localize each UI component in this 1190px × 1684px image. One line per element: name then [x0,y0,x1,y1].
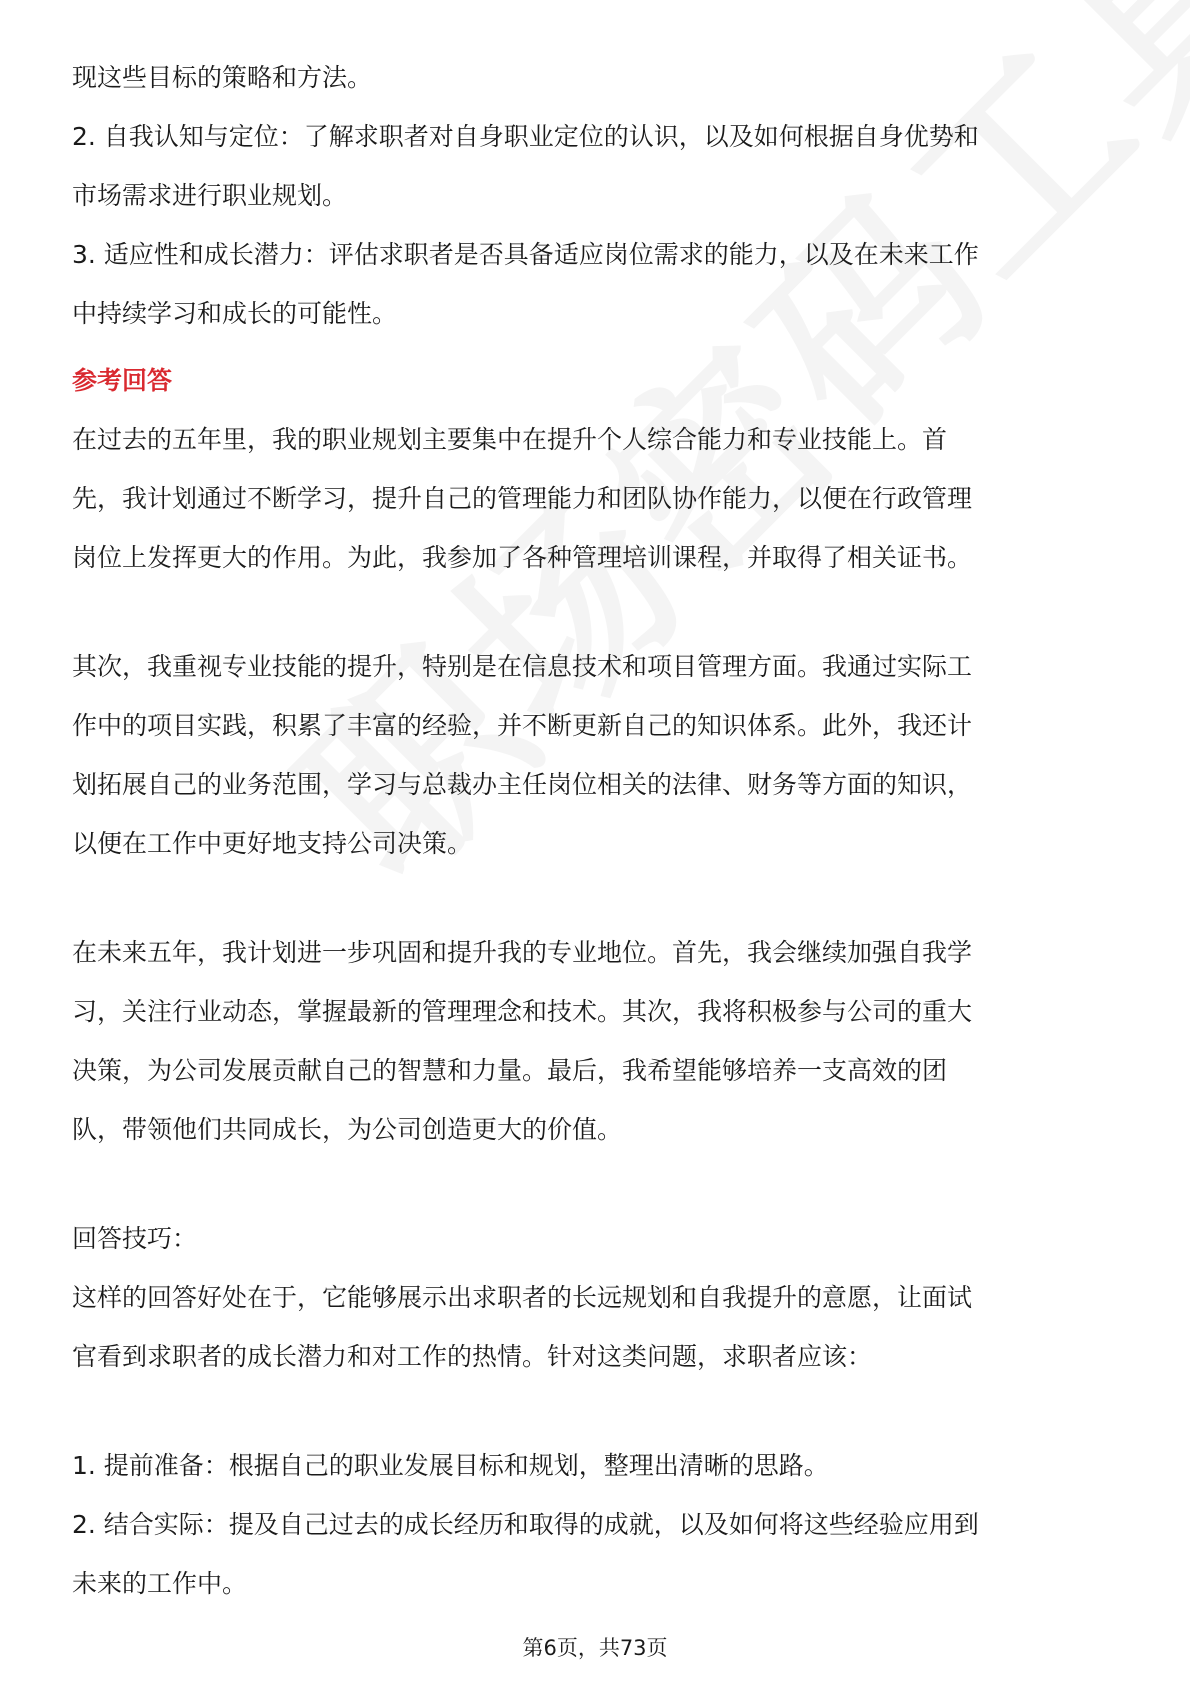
criteria-line: 3. 适应性和成长潜力：评估求职者是否具备适应岗位需求的能力，以及在未来工作 [72,240,979,269]
criteria-item [72,225,1122,343]
paragraph-line: 在未来五年，我计划进一步巩固和提升我的专业地位。首先，我会继续加强自我学 [72,938,973,967]
paragraph-gap [72,1386,1122,1436]
tips-heading: 回答技巧： [72,1224,198,1253]
paragraph-line: 先，我计划通过不断学习，提升自己的管理能力和团队协作能力，以便在行政管理 [72,484,973,513]
paragraph-line: 划拓展自己的业务范围，学习与总裁办主任岗位相关的法律、财务等方面的知识， [72,770,973,799]
paragraph-line: 官看到求职者的成长潜力和对工作的热情。针对这类问题，求职者应该： [72,1342,873,1371]
criteria-line: 中持续学习和成长的可能性。 [72,299,398,328]
criteria-line: 2. 自我认知与定位：了解求职者对自身职业定位的认识，以及如何根据自身优势和 [72,122,979,151]
paragraph-line: 其次，我重视专业技能的提升，特别是在信息技术和项目管理方面。我通过实际工 [72,652,973,681]
answer-heading: 参考回答 [72,366,173,395]
intro-tail: 现这些目标的策略和方法。 [72,63,373,92]
paragraph-gap [72,587,1122,637]
tips-intro [72,1268,1122,1386]
criteria-line: 市场需求进行职业规划。 [72,181,348,210]
criteria-item [72,107,1122,225]
paragraph-line: 岗位上发挥更大的作用。为此，我参加了各种管理培训课程，并取得了相关证书。 [72,543,973,572]
paragraph-gap [72,873,1122,923]
paragraph-line: 这样的回答好处在于，它能够展示出求职者的长远规划和自我提升的意愿，让面试 [72,1283,973,1312]
paragraph-gap [72,1159,1122,1209]
answer-paragraph [72,923,1122,1159]
paragraph-line: 以便在工作中更好地支持公司决策。 [72,829,473,858]
answer-paragraph [72,410,1122,587]
document-body [72,48,1122,1613]
tip-line: 2. 结合实际：提及自己过去的成长经历和取得的成就，以及如何将这些经验应用到 [72,1510,979,1539]
tip-item [72,1436,1122,1495]
paragraph-line: 在过去的五年里，我的职业规划主要集中在提升个人综合能力和专业技能上。首 [72,425,948,454]
tip-item [72,1495,1122,1613]
answer-paragraph [72,637,1122,873]
paragraph-line: 决策，为公司发展贡献自己的智慧和力量。最后，我希望能够培养一支高效的团 [72,1056,948,1085]
paragraph-line: 作中的项目实践，积累了丰富的经验，并不断更新自己的知识体系。此外，我还计 [72,711,973,740]
paragraph-line: 队，带领他们共同成长，为公司创造更大的价值。 [72,1115,623,1144]
tip-line: 1. 提前准备：根据自己的职业发展目标和规划，整理出清晰的思路。 [72,1451,829,1480]
page-number: 第6页，共73页 [522,1636,668,1660]
tip-line: 未来的工作中。 [72,1569,248,1598]
paragraph-line: 习，关注行业动态，掌握最新的管理理念和技术。其次，我将积极参与公司的重大 [72,997,973,1026]
